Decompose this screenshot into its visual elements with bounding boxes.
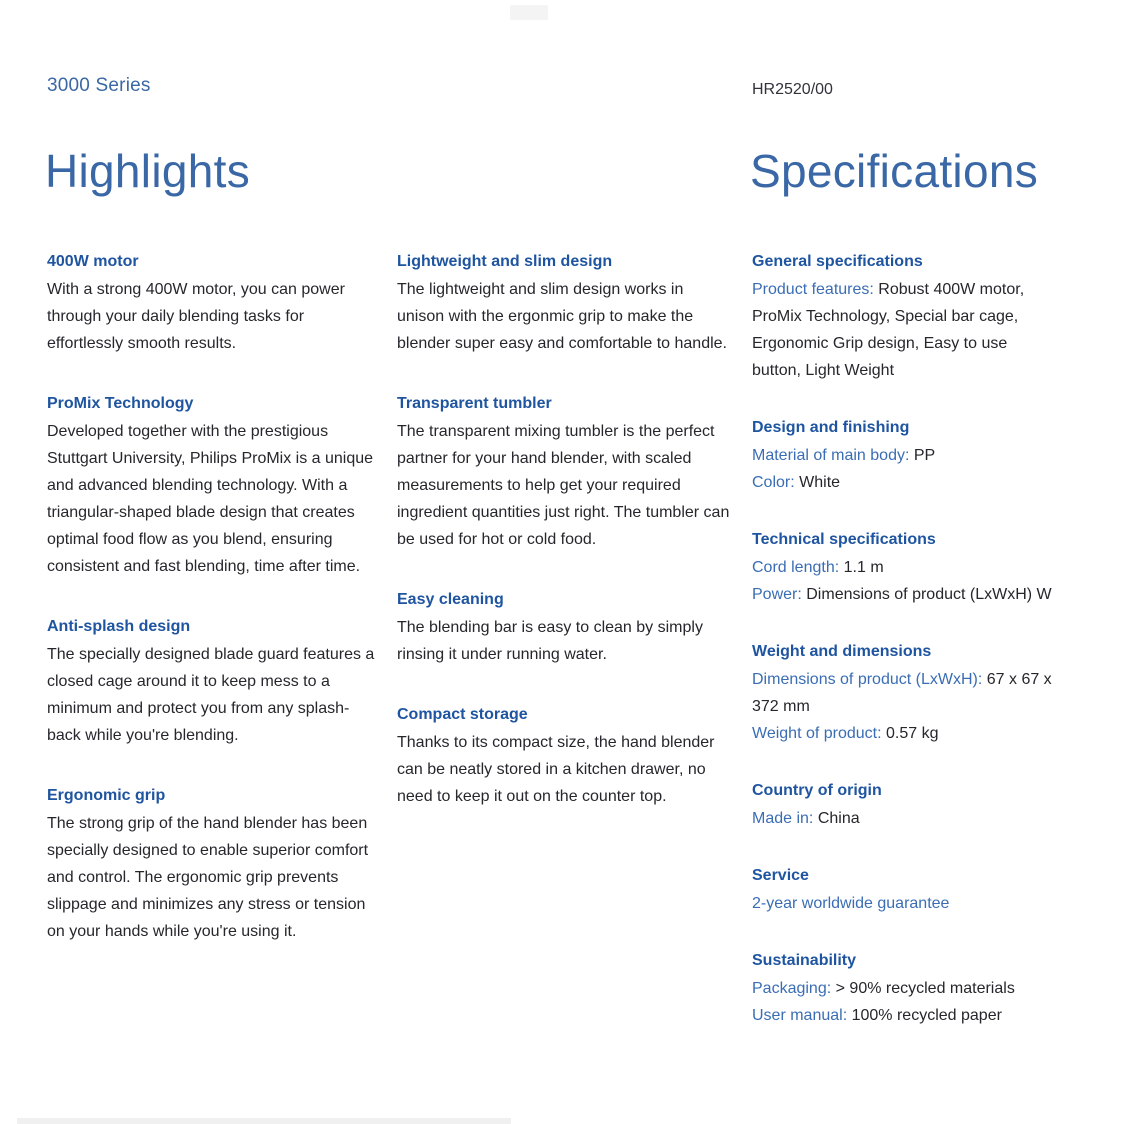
page-footer-bar bbox=[17, 1118, 511, 1124]
spec-value: Robust 400W motor, ProMix Technology, Special bar cage, Ergonomic Grip design, Easy to use button, Light Weight bbox=[752, 281, 1025, 379]
spec-value: White bbox=[799, 474, 841, 491]
highlight-heading: Ergonomic grip bbox=[47, 787, 166, 804]
spec-label: User manual: bbox=[752, 1007, 848, 1024]
spec-section-sustainability bbox=[752, 947, 1060, 1029]
highlights-column-1 bbox=[47, 248, 375, 978]
spec-value: > 90% recycled materials bbox=[835, 980, 1015, 997]
spec-value: Dimensions of product (LxWxH) W bbox=[806, 586, 1052, 603]
spec-value: 67 x 67 x 372 mm bbox=[752, 671, 1052, 715]
highlight-heading: ProMix Technology bbox=[47, 395, 194, 412]
spec-label: Cord length: bbox=[752, 559, 840, 576]
spec-section-weight-dimensions bbox=[752, 638, 1060, 747]
spec-label: Color: bbox=[752, 474, 795, 491]
spec-label: Packaging: bbox=[752, 980, 832, 997]
model-number: HR2520/00 bbox=[752, 81, 833, 98]
highlight-body: The lightweight and slim design works in unison with the ergonmic grip to make the blender super easy and comfortable to handle. bbox=[397, 281, 727, 352]
spec-item-dimensions bbox=[752, 666, 1060, 720]
spec-item-packaging bbox=[752, 975, 1060, 1002]
spec-item-user-manual bbox=[752, 1002, 1060, 1029]
spec-label: 2-year worldwide guarantee bbox=[752, 895, 950, 912]
highlight-body: Thanks to its compact size, the hand blender can be neatly stored in a kitchen drawer, no need to keep it out on the counter top. bbox=[397, 734, 715, 805]
spec-item-power bbox=[752, 581, 1060, 608]
highlight-heading: Lightweight and slim design bbox=[397, 253, 613, 270]
spec-section-technical bbox=[752, 526, 1060, 608]
spec-item-material bbox=[752, 442, 1060, 469]
highlight-body: The transparent mixing tumbler is the perfect partner for your hand blender, with scaled measurements to help get your required ingredient quantities just right. The tumbler can be used for hot or cold food. bbox=[397, 423, 730, 548]
spec-heading: Weight and dimensions bbox=[752, 643, 932, 660]
highlight-body: Developed together with the prestigious Stuttgart University, Philips ProMix is a unique and advanced blending technology. With a triangular-shaped blade design that creates optimal food flow as you blend, ensuring consistent and fast blending, time after time. bbox=[47, 423, 374, 575]
spec-item-made-in bbox=[752, 805, 1060, 832]
highlight-heading: Compact storage bbox=[397, 706, 528, 723]
spec-label: Power: bbox=[752, 586, 802, 603]
spec-item-product-features bbox=[752, 276, 1060, 384]
highlight-section-400w-motor bbox=[47, 248, 375, 357]
spec-item-cord-length bbox=[752, 554, 1060, 581]
spec-section-service bbox=[752, 862, 1060, 917]
spec-item-weight bbox=[752, 720, 1060, 747]
spec-heading: Technical specifications bbox=[752, 531, 936, 548]
highlight-section-promix-technology bbox=[47, 390, 375, 580]
highlight-section-lightweight-slim-design bbox=[397, 248, 731, 357]
specifications-column bbox=[752, 248, 1060, 1059]
highlight-body: With a strong 400W motor, you can power through your daily blending tasks for effortlessly smooth results. bbox=[47, 281, 345, 352]
spec-item-color bbox=[752, 469, 1060, 496]
highlight-heading: Anti-splash design bbox=[47, 618, 191, 635]
spec-label: Made in: bbox=[752, 810, 814, 827]
highlight-body: The specially designed blade guard features a closed cage around it to keep mess to a minimum and protect you from any splash-back while you're blending. bbox=[47, 646, 375, 744]
highlight-heading: Transparent tumbler bbox=[397, 395, 552, 412]
spec-value: PP bbox=[913, 447, 936, 464]
spec-label: Product features: bbox=[752, 281, 874, 298]
spec-item-guarantee bbox=[752, 890, 1060, 917]
spec-label: Material of main body: bbox=[752, 447, 910, 464]
spec-heading: Design and finishing bbox=[752, 419, 910, 436]
highlight-heading: 400W motor bbox=[47, 253, 139, 270]
spec-heading: Service bbox=[752, 867, 809, 884]
page-artifact bbox=[510, 5, 548, 20]
spec-label: Dimensions of product (LxWxH): bbox=[752, 671, 983, 688]
spec-heading: Sustainability bbox=[752, 952, 857, 969]
spec-heading: Country of origin bbox=[752, 782, 882, 799]
specifications-title: Specifications bbox=[750, 145, 1039, 197]
spec-section-design-finishing bbox=[752, 414, 1060, 496]
highlight-section-ergonomic-grip bbox=[47, 782, 375, 945]
spec-label: Weight of product: bbox=[752, 725, 882, 742]
highlights-column-2 bbox=[397, 248, 731, 843]
highlight-section-easy-cleaning bbox=[397, 586, 731, 668]
spec-section-country-origin bbox=[752, 777, 1060, 832]
spec-value: China bbox=[817, 810, 860, 827]
highlight-body: The blending bar is easy to clean by simply rinsing it under running water. bbox=[397, 619, 703, 663]
series-label: 3000 Series bbox=[47, 75, 151, 96]
highlights-title: Highlights bbox=[45, 145, 250, 197]
spec-heading: General specifications bbox=[752, 253, 923, 270]
highlight-section-anti-splash-design bbox=[47, 613, 375, 749]
highlight-section-compact-storage bbox=[397, 701, 731, 810]
spec-value: 1.1 m bbox=[843, 559, 884, 576]
highlight-section-transparent-tumbler bbox=[397, 390, 731, 553]
spec-section-general bbox=[752, 248, 1060, 384]
highlight-body: The strong grip of the hand blender has been specially designed to enable superior comfort and control. The ergonomic grip prevents slippage and minimizes any stress or tension on your hands while you're using it. bbox=[47, 815, 369, 940]
spec-value: 0.57 kg bbox=[886, 725, 939, 742]
spec-value: 100% recycled paper bbox=[851, 1007, 1002, 1024]
highlight-heading: Easy cleaning bbox=[397, 591, 504, 608]
